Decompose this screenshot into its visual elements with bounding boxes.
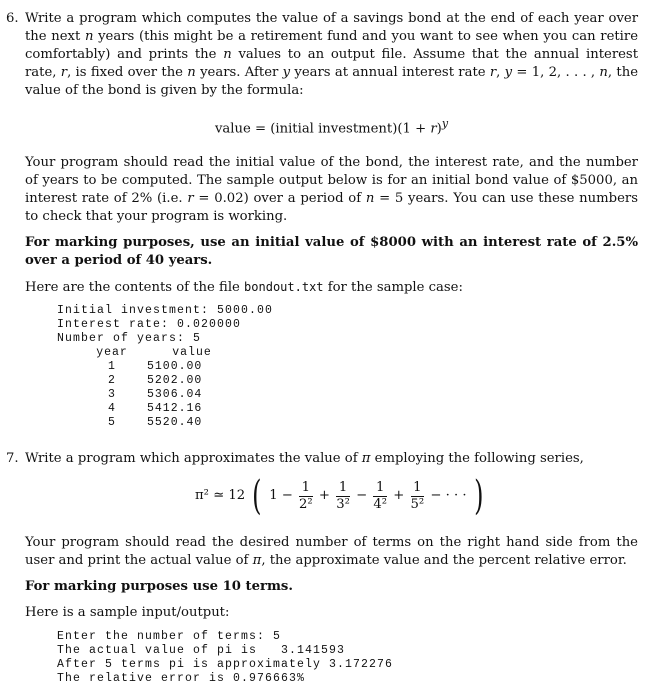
table-row: 3 5306.04 (108, 388, 203, 401)
table-row: 5 5520.40 (108, 416, 203, 429)
problem-6-marking: For marking purposes, use an initial value of $8000 with an interest rate of 2.5% over a period of 40 years. (25, 235, 638, 268)
year-value-table (87, 346, 247, 430)
sample-input-output (57, 630, 638, 686)
bond-formula: value = (initial investment)(1 + r)$^y$ (214, 117, 449, 137)
io-line-prompt: Enter the number of terms: 5 (57, 630, 282, 643)
problem-6-contents-intro: Here are the contents of the file bondout.txt for the sample case: (25, 280, 463, 295)
problem-6-intro: Write a program which computes the value of a savings bond at the end of each year over the next n years (this might be a retirement fund and you want to see when you can retire comfortably) and prints the n values to an output file. Assume that the annual interest rate, r, is fixed over the n years. After y years at annual interest rate r, y = 1, 2, . . . , n, the value of the bond is given by the formula: (25, 11, 639, 98)
filename: bondout.txt (244, 280, 324, 294)
table-header-row (87, 346, 247, 360)
table-row: 1 5100.00 (108, 360, 203, 373)
fraction-1-over-4sq: $\frac{1}{\text{4²}}$ (373, 479, 388, 512)
io-line-error: The relative error is 0.976663% (57, 672, 306, 685)
sample-output (57, 304, 638, 430)
fraction-1-over-5sq: $\frac{1}{\text{5²}}$ (410, 479, 425, 512)
fraction-1-over-2sq: $\frac{1}{\text{2²}}$ (299, 479, 313, 512)
problem-7 (6, 450, 638, 686)
table-row: 4 5412.16 (108, 402, 203, 415)
fraction-1-over-3sq: $\frac{1}{\text{3²}}$ (336, 479, 350, 512)
pi-series-equation: π² ≃ 12 ( 1 − $\frac{1}{\text{2²}}$ + $\frac{1}{\text{3²}}$ − $\frac{1}{\text{4²}}$ + $\frac{1}{\text{5²}}$ − · · · ) (195, 473, 484, 519)
problem-6-paragraph-2: Your program should read the initial value of the bond, the interest rate, and the number of years to be computed. The sample output below is for an initial bond value of $5000, an interest rate of 2% (i.e. r = 0.02) over a period of n = 5 years. You can use these numbers to check that your program is working. (25, 155, 638, 224)
problem-7-paragraph-2: Your program should read the desired number of terms on the right hand side from the user and print the actual value of π, the approximate value and the percent relative error. (25, 535, 638, 568)
problem-7-number: 7. (6, 451, 19, 466)
table-row: 2 5202.00 (108, 374, 203, 387)
problem-6-number: 6. (6, 11, 19, 26)
header-value: value (172, 346, 212, 359)
problem-7-marking: For marking purposes use 10 terms. (25, 579, 293, 594)
sample-line-years: Number of years: 5 (57, 332, 202, 345)
header-year: year (96, 346, 128, 359)
problem-7-intro: Write a program which approximates the value of π employing the following series, (25, 451, 584, 466)
problem-6 (6, 10, 638, 430)
sample-line-rate: Interest rate: 0.020000 (57, 318, 242, 331)
problem-7-sample-label: Here is a sample input/output: (25, 605, 230, 620)
io-line-actual: The actual value of pi is 3.141593 (57, 644, 346, 657)
io-line-approx: After 5 terms pi is approximately 3.172276 (57, 658, 394, 671)
sample-line-investment: Initial investment: 5000.00 (57, 304, 274, 317)
